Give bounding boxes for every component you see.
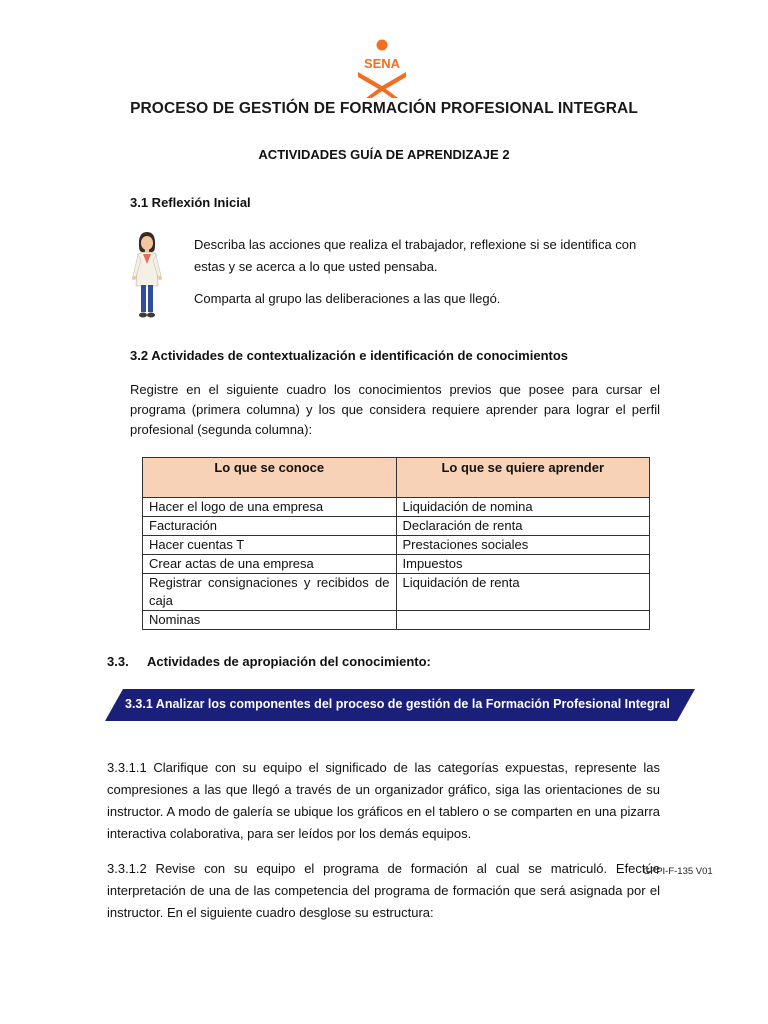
page-subtitle: ACTIVIDADES GUÍA DE APRENDIZAJE 2 xyxy=(258,147,510,162)
section-heading-3-2: 3.2 Actividades de contextualización e identificación de conocimientos xyxy=(130,348,569,363)
table-cell: Facturación xyxy=(143,517,397,536)
reflection-text: Describa las acciones que realiza el trabajador, reflexione si se identifica con estas y se acerca a lo que usted pensaba. xyxy=(194,237,637,274)
register-instructions: Registre en el siguiente cuadro los conocimientos previos que posee para cursar el programa (primera columna) y los que considera requiere aprender para lograr el perfil profesional (segunda columna): xyxy=(130,382,660,437)
table-row xyxy=(143,536,650,555)
table-cell: Crear actas de una empresa xyxy=(143,555,397,574)
page-title: PROCESO DE GESTIÓN DE FORMACIÓN PROFESIONAL INTEGRAL xyxy=(130,100,638,117)
table-cell xyxy=(396,611,650,630)
table-cell: Prestaciones sociales xyxy=(396,536,650,555)
table-cell: Registrar consignaciones y recibidos de caja xyxy=(143,574,397,611)
column-header-to-learn: Lo que se quiere aprender xyxy=(396,458,650,498)
section-heading-3-1: 3.1 Reflexión Inicial xyxy=(130,195,251,210)
table-header-row xyxy=(143,458,650,498)
document-code: GFPI-F-135 V01 xyxy=(643,866,713,877)
sena-logo xyxy=(352,38,412,100)
table-cell: Hacer el logo de una empresa xyxy=(143,498,397,517)
table-row xyxy=(143,517,650,536)
knowledge-table xyxy=(142,457,650,630)
table-row xyxy=(143,611,650,630)
section-number: 3.3. xyxy=(107,654,129,669)
column-header-known: Lo que se conoce xyxy=(143,458,397,498)
table-cell: Liquidación de nomina xyxy=(396,498,650,517)
banner-title: 3.3.1 Analizar los componentes del proceso de gestión de la Formación Profesional Integral xyxy=(125,697,670,711)
table-row xyxy=(143,574,650,611)
share-text: Comparta al grupo las deliberaciones a las que llegó. xyxy=(194,291,501,306)
table-row xyxy=(143,498,650,517)
activity-3-3-1-2: 3.3.1.2 Revise con su equipo el programa de formación al cual se matriculó. Efectúe interpretación de una de las competencia del programa de formación que será asignada por el instructor. En el siguiente cuadro desglose su estructura: xyxy=(107,861,660,920)
woman-illustration-icon xyxy=(128,230,166,320)
table-cell: Declaración de renta xyxy=(396,517,650,536)
table-cell: Liquidación de renta xyxy=(396,574,650,611)
logo-text: SENA xyxy=(363,56,401,71)
table-cell: Hacer cuentas T xyxy=(143,536,397,555)
activity-3-3-1-1: 3.3.1.1 Clarifique con su equipo el significado de las categorías expuestas, represente las compresiones a las que llegó a través de un organizador gráfico, siga las orientaciones de su instructor. A modo de galería se ubique los gráficos en el tablero o se comparten en una pizarra interactiva colaborativa, para ser leídos por los demás equipos. xyxy=(107,760,660,841)
table-cell: Impuestos xyxy=(396,555,650,574)
logo-head-icon xyxy=(377,40,388,51)
table-cell: Nominas xyxy=(143,611,397,630)
section-heading-3-3 xyxy=(107,654,431,669)
section-title: Actividades de apropiación del conocimiento: xyxy=(147,654,431,669)
table-row xyxy=(143,555,650,574)
